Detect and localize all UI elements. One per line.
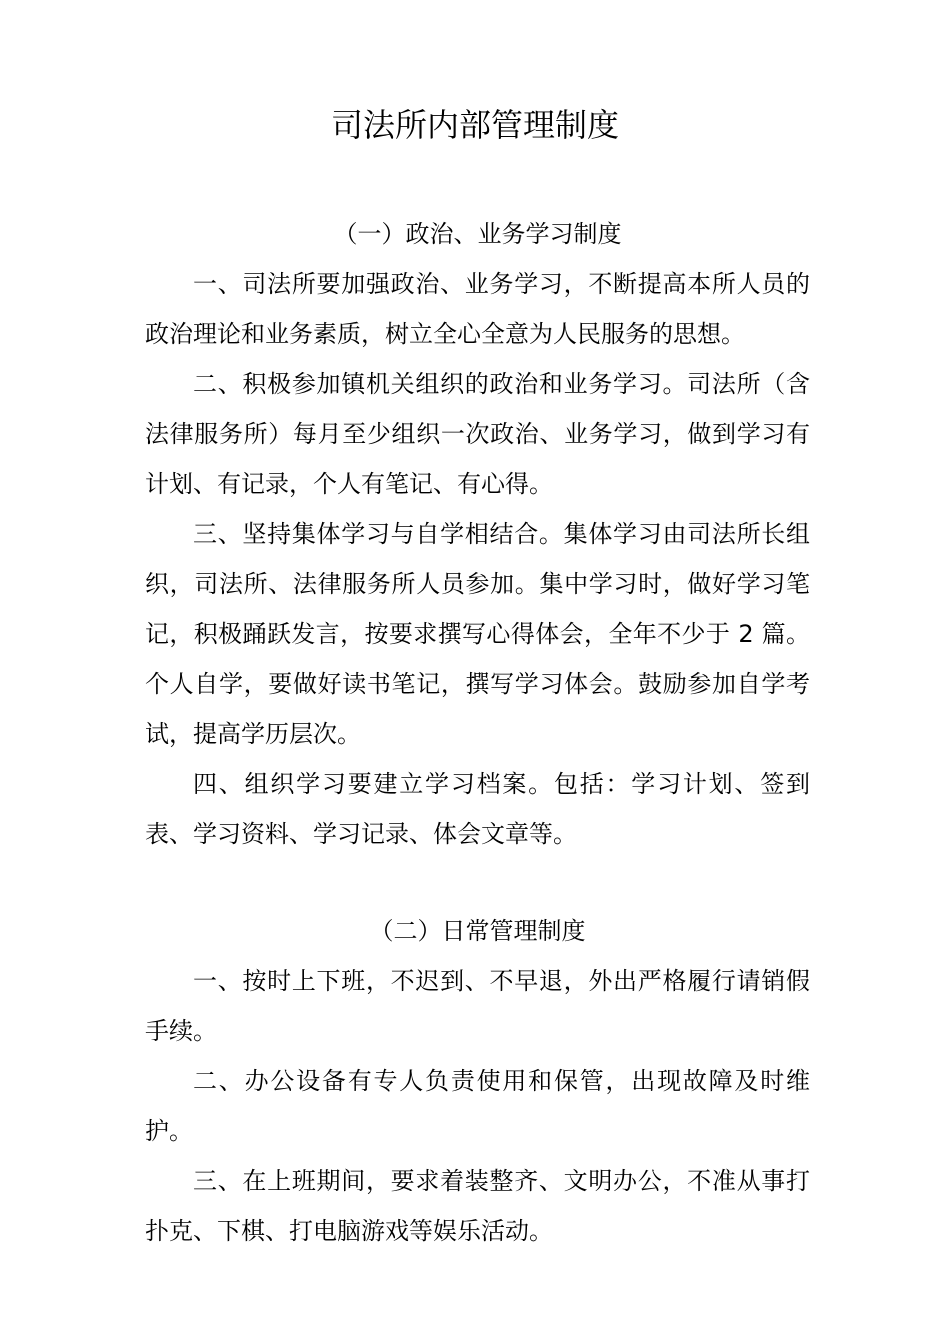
section-study-system [145, 209, 810, 859]
paragraph: 一、司法所要加强政治、业务学习，不断提高本所人员的政治理论和业务素质，树立全心全意为人民服务的思想。 [145, 270, 810, 348]
section-heading: （一）政治、业务学习制度 [333, 220, 622, 248]
paragraph: 三、坚持集体学习与自学相结合。集体学习由司法所长组织，司法所、法律服务所人员参加。集中学习时，做好学习笔记，积极踊跃发言，按要求撰写心得体会，全年不少于 2 篇。个人自学，要做好读书笔记，撰写学习体会。鼓励参加自学考试，提高学历层次。 [145, 520, 810, 748]
paragraph: 二、办公设备有专人负责使用和保管，出现故障及时维护。 [145, 1067, 810, 1145]
paragraph: 二、积极参加镇机关组织的政治和业务学习。司法所（含法律服务所）每月至少组织一次政治、业务学习，做到学习有计划、有记录，个人有笔记、有心得。 [145, 370, 810, 498]
paragraph: 四、组织学习要建立学习档案。包括：学习计划、签到表、学习资料、学习记录、体会文章等。 [145, 770, 810, 848]
section-heading: （二）日常管理制度 [369, 917, 586, 945]
paragraph: 一、按时上下班，不迟到、不早退，外出严格履行请销假手续。 [145, 967, 810, 1045]
section-daily-management [145, 906, 810, 1256]
document-title: 司法所内部管理制度 [330, 106, 619, 144]
paragraph: 三、在上班期间，要求着装整齐、文明办公，不准从事打扑克、下棋、打电脑游戏等娱乐活动。 [145, 1167, 810, 1245]
